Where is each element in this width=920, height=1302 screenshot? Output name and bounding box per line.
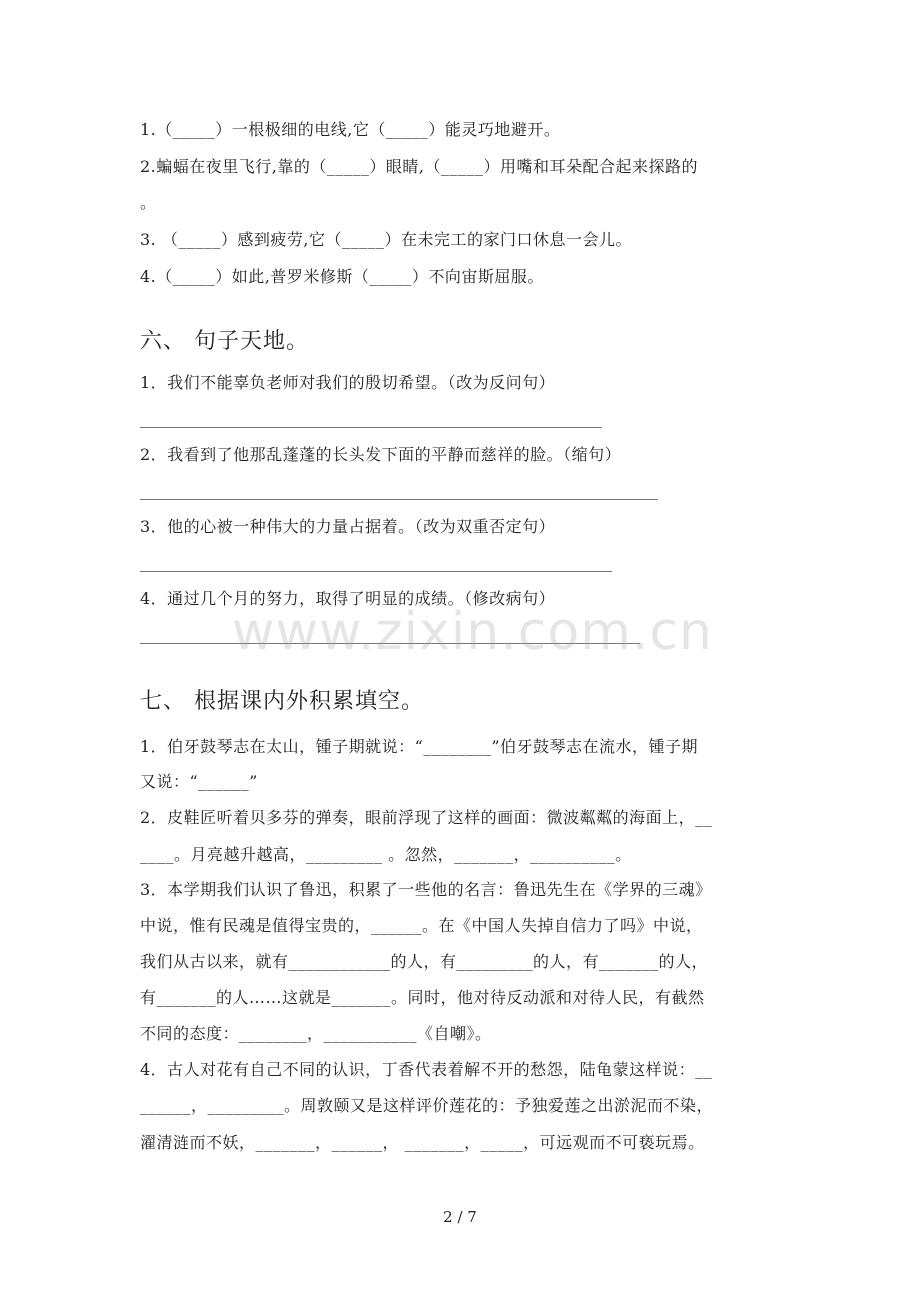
watermark: www.zixin.com.cn <box>232 602 713 662</box>
answer-line-3 <box>140 571 612 572</box>
section7-line-6: 中说，惟有民魂是值得宝贵的，______。在《中国人失掉自信力了吗》中说， <box>140 916 703 935</box>
section6-item-3: 3．他的心被一种伟大的力量占据着。（改为双重否定句） <box>140 517 556 536</box>
section7-line-1: 1．伯牙鼓琴志在太山，锺子期就说：“________”伯牙鼓琴志在流水，锺子期 <box>140 737 699 756</box>
section7-title: 七、 根据课内外积累填空。 <box>140 689 424 714</box>
section6-item-1: 1．我们不能辜负老师对我们的殷切希望。（改为反问句） <box>140 373 556 392</box>
answer-line-1 <box>140 427 602 428</box>
section7-line-10: 4．古人对花有自己不同的认识，丁香代表着解不开的愁怨，陆龟蒙这样说：__ <box>140 1060 713 1079</box>
section6-title: 六、 句子天地。 <box>140 329 309 354</box>
section7-line-12: 濯清涟而不妖，_______，______， _______，_____，可远观而不可亵玩焉。 <box>140 1133 705 1152</box>
section5-line-2-continuation: 。 <box>140 193 157 212</box>
answer-line-2 <box>140 499 658 500</box>
section5-line-1: 1.（_____）一根极细的电线,它（_____）能灵巧地避开。 <box>140 120 561 139</box>
section7-line-4: ____。月亮越升越高，_________ 。忽然，_______，__________。 <box>140 845 632 864</box>
section7-line-7: 我们从古以来，就有____________的人，有_________的人，有_______的人， <box>140 952 709 971</box>
section5-line-2: 2.蝙蝠在夜里飞行,靠的（_____）眼睛,（_____）用嘴和耳朵配合起来探路的 <box>140 157 698 176</box>
section7-line-9: 不同的态度：________，___________《自嘲》。 <box>140 1024 492 1043</box>
section5-line-4: 4.（_____）如此,普罗米修斯（_____）不向宙斯屈服。 <box>140 267 544 286</box>
section6-item-2: 2．我看到了他那乱蓬蓬的长头发下面的平静而慈祥的脸。（缩句） <box>140 445 622 464</box>
section7-line-11: ______，_________。周敦颐又是这样评价莲花的：予独爱莲之出淤泥而不染， <box>140 1096 714 1115</box>
section6-item-4: 4．通过几个月的努力，取得了明显的成绩。（修改病句） <box>140 589 556 608</box>
section7-line-3: 2．皮鞋匠听着贝多芬的弹奏，眼前浮现了这样的画面：微波粼粼的海面上，__ <box>140 808 713 827</box>
section5-line-3: 3. （_____）感到疲劳,它（_____）在未完工的家门口休息一会儿。 <box>140 230 632 249</box>
section7-line-2: 又说：“______” <box>140 772 258 791</box>
section7-line-5: 3．本学期我们认识了鲁迅，积累了一些他的名言：鲁迅先生在《学界的三魂》 <box>140 880 712 899</box>
section7-line-8: 有_______的人……这就是_______。同时，他对待反动派和对待人民，有截然 <box>140 988 705 1007</box>
page-number: 2 / 7 <box>443 1208 477 1226</box>
